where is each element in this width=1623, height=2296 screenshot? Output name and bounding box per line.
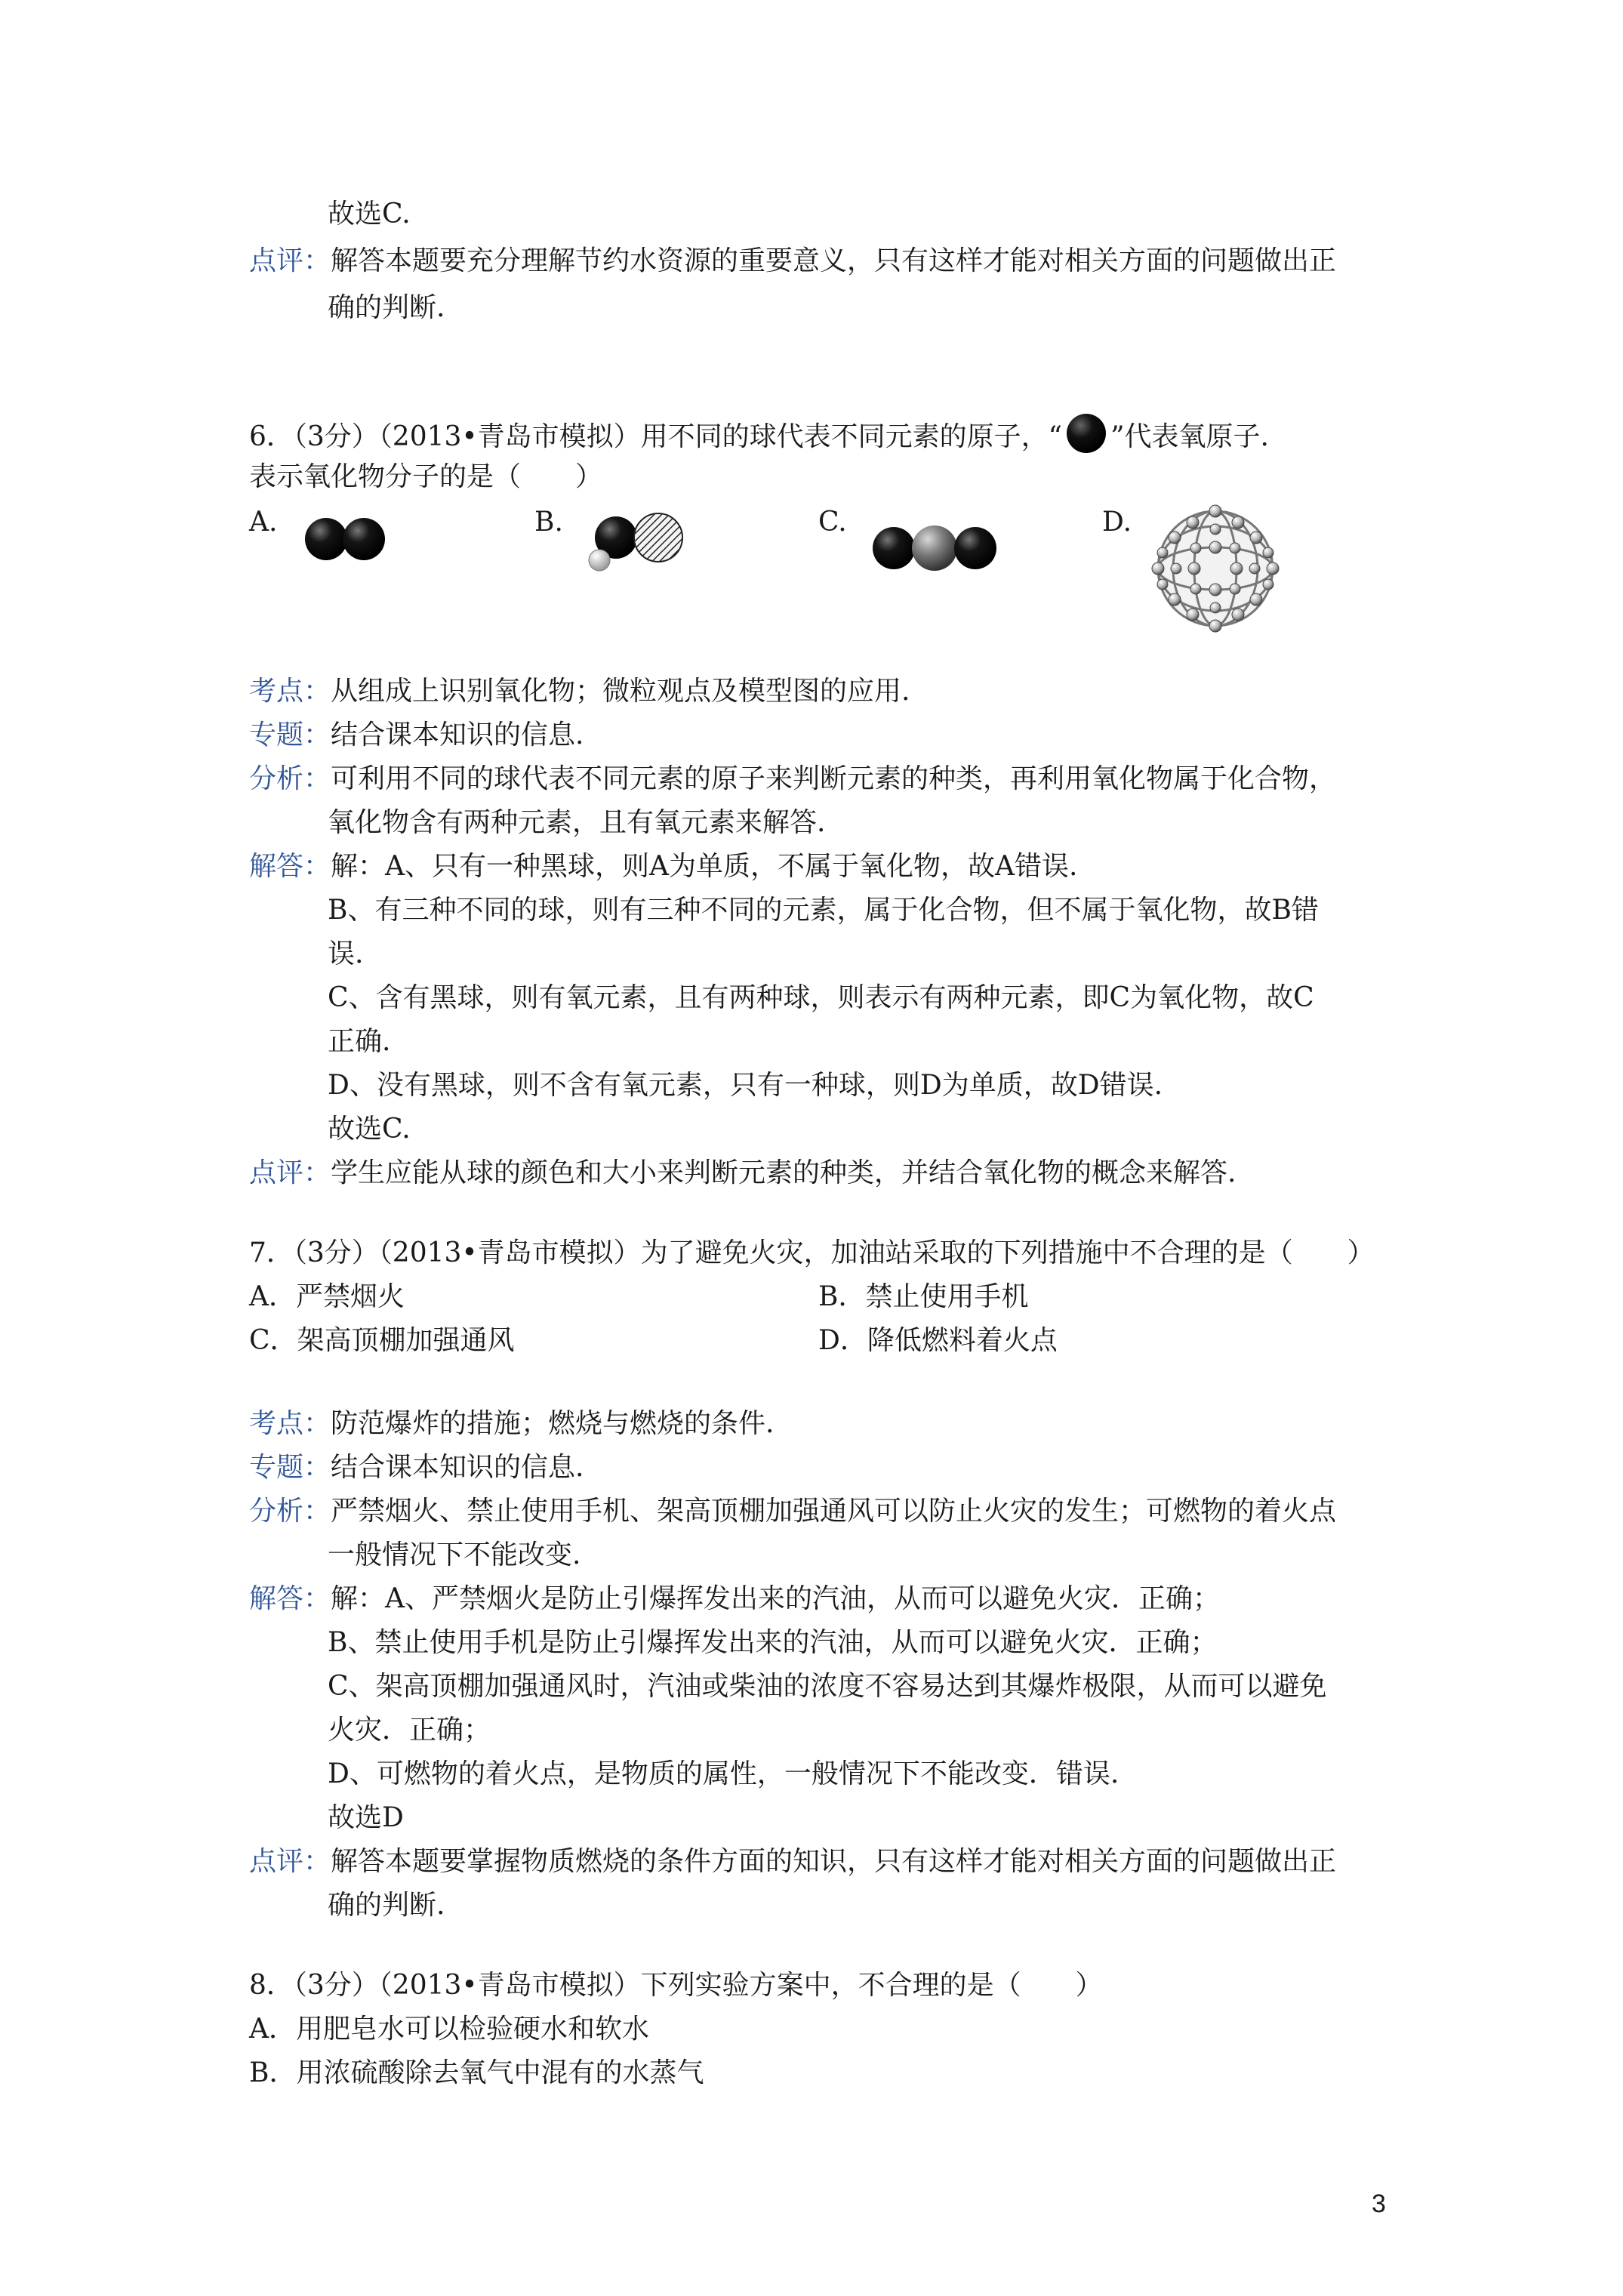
- q7-jieda-line1: 解答：解：A、严禁烟火是防止引爆挥发出来的汽油，从而可以避免火灾．正确；: [249, 1583, 1221, 1614]
- q7-option-a: A．严禁烟火: [249, 1281, 405, 1312]
- q7-jieda-line5: D、可燃物的着火点，是物质的属性，一般情况下不能改变．错误.: [328, 1758, 1119, 1789]
- q6-stem-post: ”代表氧原子.: [1110, 421, 1269, 452]
- q7-kaodian: 考点：防范爆炸的措施；燃烧与燃烧的条件.: [249, 1408, 775, 1439]
- q6-jieda-line5: 正确.: [328, 1026, 391, 1057]
- q7-jieda-line2: B、禁止使用手机是防止引爆挥发出来的汽油，从而可以避免火灾．正确；: [328, 1627, 1218, 1658]
- q6-stem-line2: 表示氧化物分子的是（ ）: [249, 461, 603, 492]
- molecule-b-diagram: [586, 507, 699, 580]
- q7-stem: 7．（3分）（2013•青岛市模拟）为了避免火灾，加油站采取的下列措施中不合理的是（ ）: [249, 1237, 1375, 1268]
- q7-jieda-line6: 故选D: [328, 1802, 404, 1833]
- q6-stem-pre: 6．（3分）（2013•青岛市模拟）用不同的球代表不同元素的原子，“: [249, 421, 1063, 452]
- q6-jieda-line1: 解答：解：A、只有一种黑球，则A为单质，不属于氧化物，故A错误.: [249, 851, 1078, 882]
- comment-label: 点评：: [249, 245, 331, 276]
- comment-text: 解答本题要充分理解节约水资源的重要意义，只有这样才能对相关方面的问题做出正: [331, 245, 1337, 276]
- q7-option-d: D．降低燃料着火点: [818, 1325, 1058, 1356]
- q6-fenxi-line2: 氧化物含有两种元素，且有氧元素来解答.: [328, 807, 826, 838]
- q6-option-c-label: C.: [818, 507, 847, 538]
- q7-option-c: C．架高顶棚加强通风: [249, 1325, 515, 1356]
- top-comment-line1: [249, 243, 1336, 279]
- q7-fenxi-line1: 分析：严禁烟火、禁止使用手机、架高顶棚加强通风可以防止火灾的发生；可燃物的着火点: [249, 1496, 1337, 1527]
- top-comment-line2: 确的判断.: [328, 292, 445, 323]
- q6-jieda-line7: 故选C.: [328, 1114, 411, 1145]
- q6-kaodian: 考点：从组成上识别氧化物；微粒观点及模型图的应用.: [249, 676, 910, 707]
- q6-fenxi-line1: 分析：可利用不同的球代表不同元素的原子来判断元素的种类，再利用氧化物属于化合物，: [249, 763, 1337, 794]
- q7-zhuanti: 专题：结合课本知识的信息.: [249, 1452, 584, 1483]
- q8-option-b: B．用浓硫酸除去氧气中混有的水蒸气: [249, 2057, 704, 2088]
- oxygen-atom-icon: [1064, 412, 1109, 455]
- q6-dianping: 点评：学生应能从球的颜色和大小来判断元素的种类，并结合氧化物的概念来解答.: [249, 1157, 1236, 1188]
- q6-jieda-line4: C、含有黑球，则有氧元素，且有两种球，则表示有两种元素，即C为氧化物，故C: [328, 982, 1314, 1013]
- molecule-c-diagram: [867, 521, 1002, 575]
- q7-dianping-line2: 确的判断.: [328, 1890, 445, 1921]
- q6-jieda-line6: D、没有黑球，则不含有氧元素，只有一种球，则D为单质，故D错误.: [328, 1070, 1163, 1101]
- q7-dianping-line1: 点评：解答本题要掌握物质燃烧的条件方面的知识，只有这样才能对相关方面的问题做出正: [249, 1846, 1337, 1877]
- q6-stem-line1: [249, 412, 1269, 455]
- top-choose: 故选C.: [328, 199, 411, 230]
- page-number: 3: [1372, 2190, 1386, 2218]
- q6-jieda-line2: B、有三种不同的球，则有三种不同的元素，属于化合物，但不属于氧化物，故B错: [328, 895, 1319, 926]
- q7-option-b: B．禁止使用手机: [818, 1281, 1029, 1312]
- molecule-d-fullerene-diagram: [1146, 500, 1285, 637]
- q6-option-b-label: B.: [534, 507, 563, 538]
- q6-option-a-label: A.: [249, 507, 278, 538]
- q8-option-a: A．用肥皂水可以检验硬水和软水: [249, 2014, 649, 2045]
- q6-zhuanti: 专题：结合课本知识的信息.: [249, 720, 584, 750]
- q7-jieda-line4: 火灾．正确；: [328, 1715, 491, 1746]
- q6-option-d-label: D.: [1102, 507, 1132, 538]
- q7-jieda-line3: C、架高顶棚加强通风时，汽油或柴油的浓度不容易达到其爆炸极限，从而可以避免: [328, 1671, 1327, 1702]
- q6-jieda-line3: 误.: [328, 938, 364, 969]
- molecule-a-diagram: [300, 512, 391, 566]
- q8-stem: 8．（3分）（2013•青岛市模拟）下列实验方案中，不合理的是（ ）: [249, 1970, 1103, 2001]
- q7-fenxi-line2: 一般情况下不能改变.: [328, 1539, 581, 1570]
